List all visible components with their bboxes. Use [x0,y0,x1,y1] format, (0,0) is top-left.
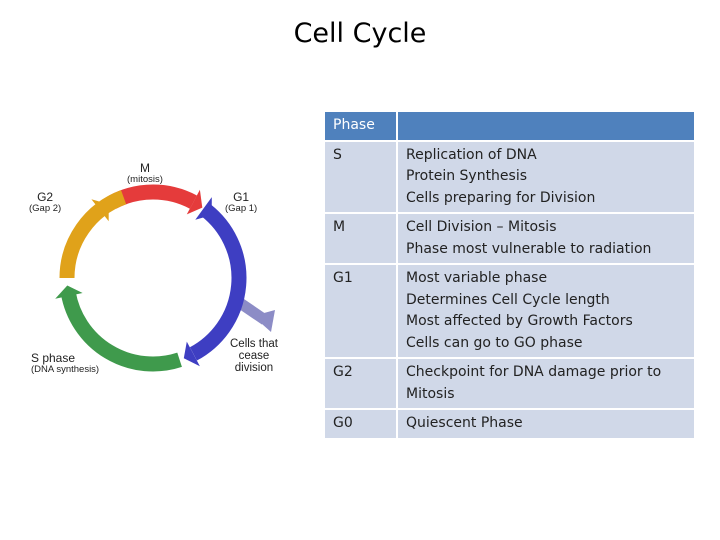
table-row [324,409,695,439]
cell-cycle-diagram [25,150,300,390]
label-m: M (mitosis) [127,161,163,185]
header-phase: Phase [324,111,397,141]
phase-name: M [324,213,397,264]
label-cease-division: Cells that cease division [230,338,278,375]
arc-g1 [193,210,239,354]
phase-name: G2 [324,358,397,409]
phase-description: Cell Division – Mitosis Phase most vulnerable to radiation [397,213,695,264]
phase-table [323,110,696,440]
phase-name: S [324,141,397,214]
table-header-row [324,111,695,141]
label-g1: G1 (Gap 1) [225,190,258,214]
phase-name: G0 [324,409,397,439]
phase-description: Quiescent Phase [397,409,695,439]
label-g2: G2 (Gap 2) [29,190,62,214]
table-row [324,264,695,358]
table-row [324,358,695,409]
header-description [397,111,695,141]
slide-title: Cell Cycle [293,18,427,49]
label-s-phase: S phase (DNA synthesis) [31,351,100,375]
table-row [324,213,695,264]
phase-description: Checkpoint for DNA damage prior to Mitosis [397,358,695,409]
phase-description: Most variable phase Determines Cell Cycle length Most affected by Growth Factors Cells can go to GO phase [397,264,695,358]
table-row [324,141,695,214]
arc-g2 [67,197,124,278]
phase-description: Replication of DNA Protein Synthesis Cells preparing for Division [397,141,695,214]
phase-name: G1 [324,264,397,358]
